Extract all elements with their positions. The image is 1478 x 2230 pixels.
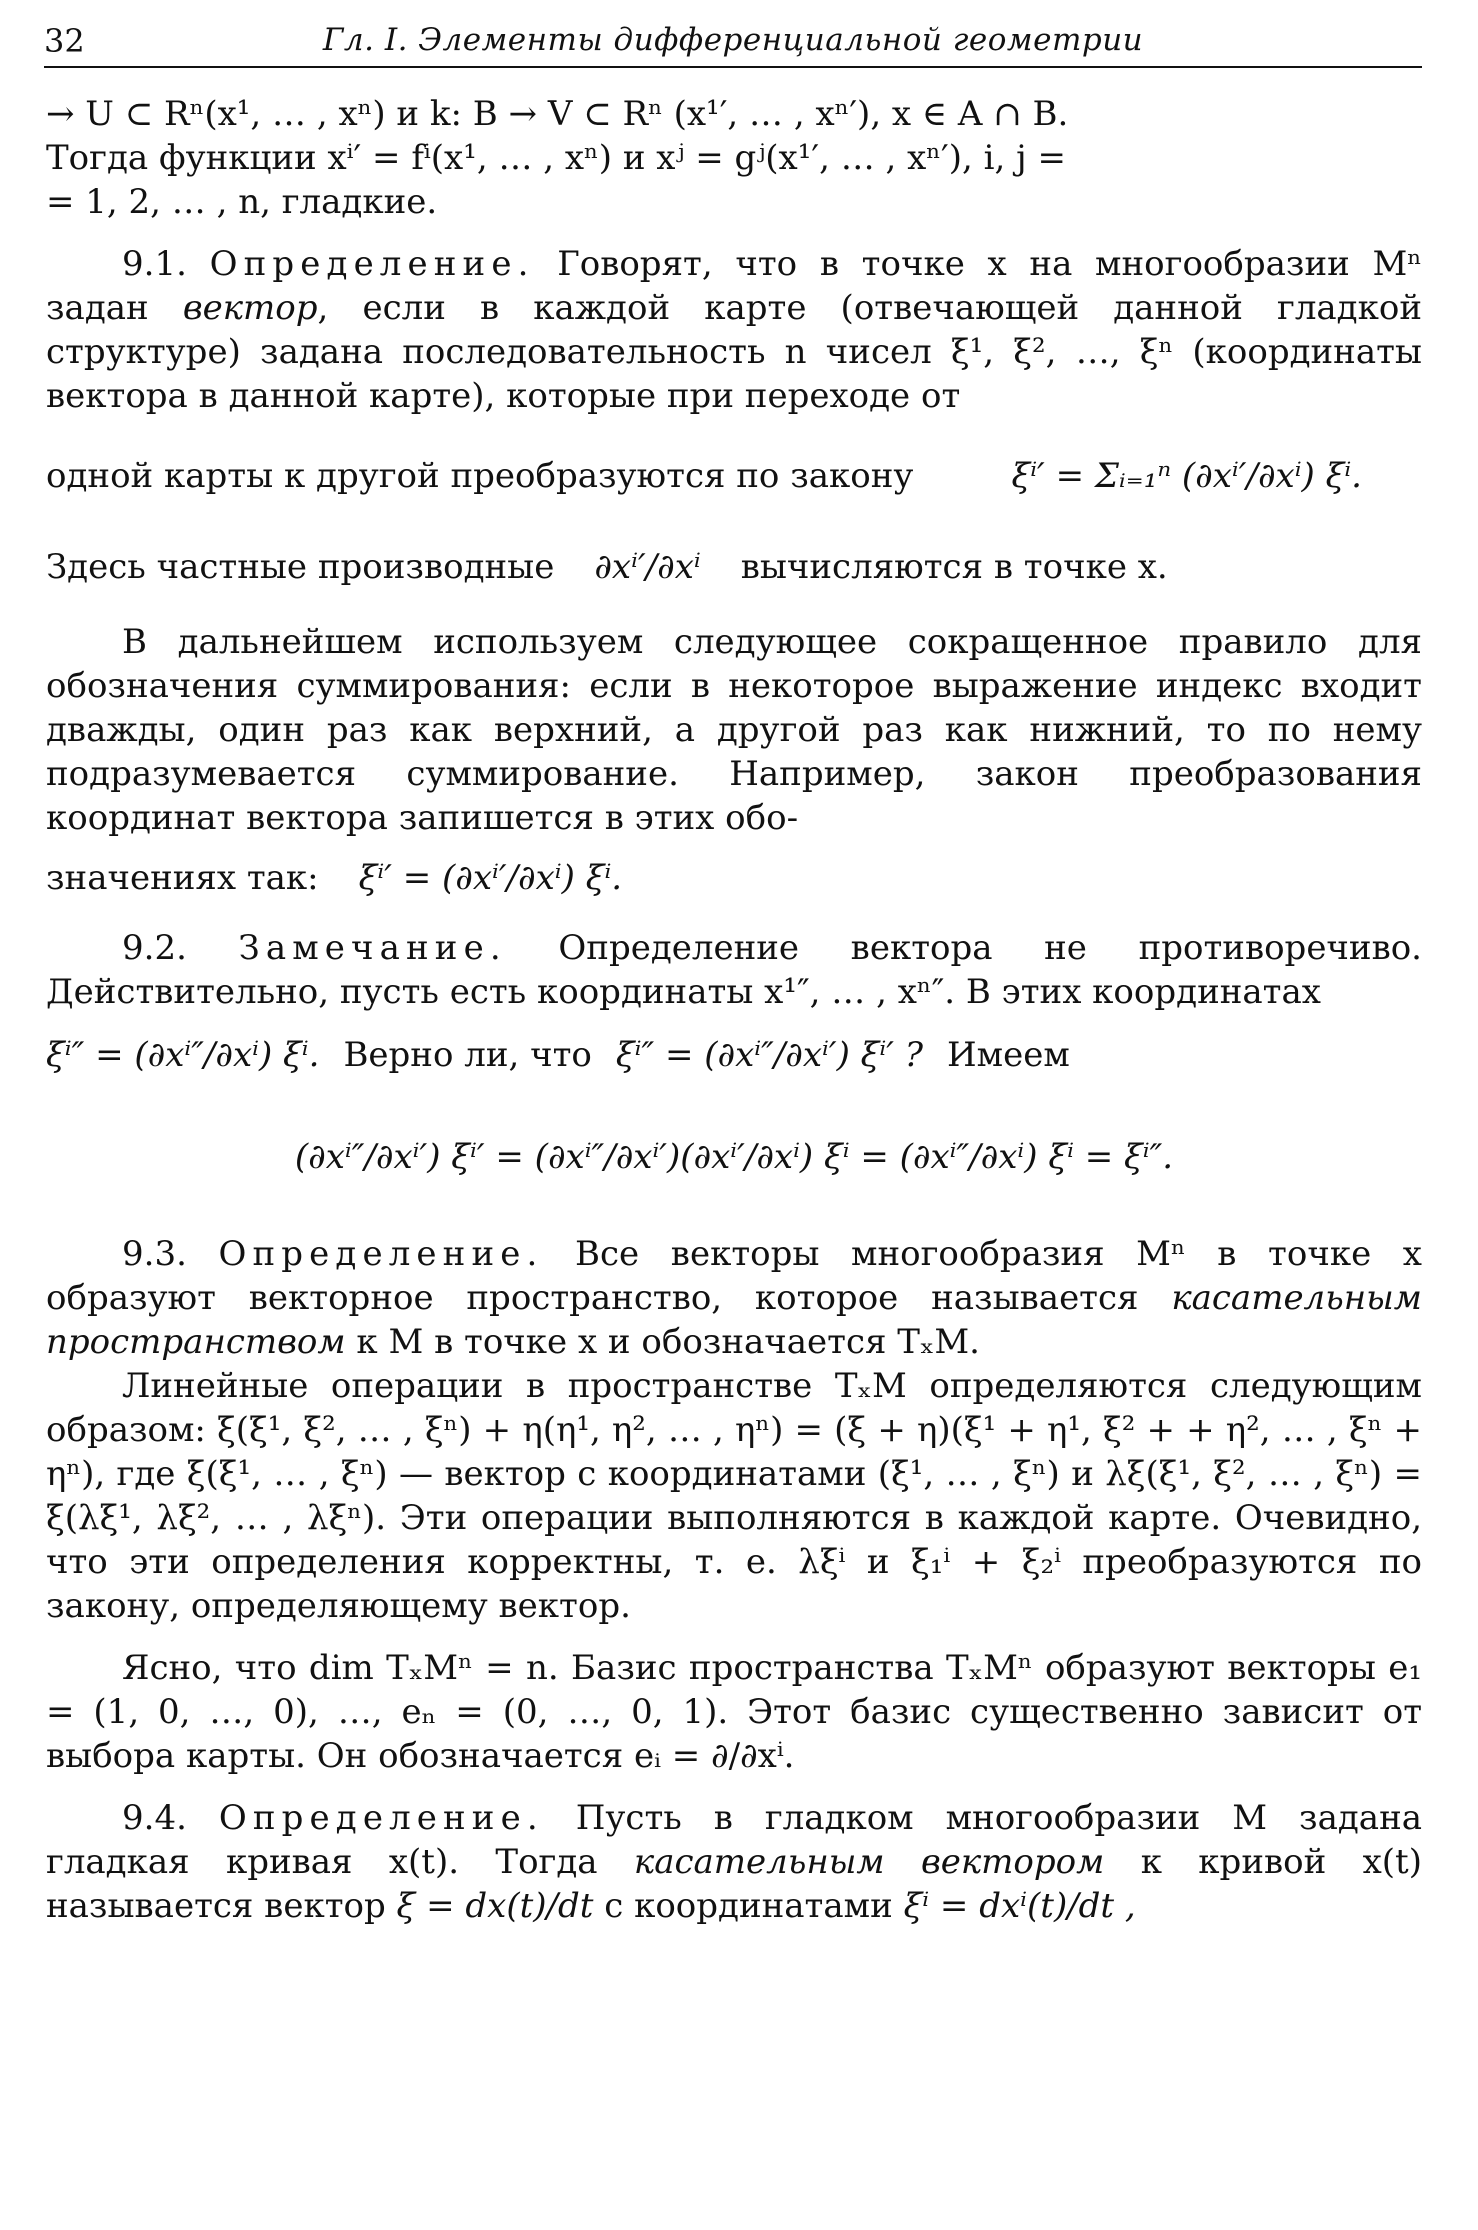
summation-convention: В дальнейшем используем следующее сокращенное правило для обозначения суммирования: если в некоторое выражение индекс входит дважды, один раз как верхний, а другой раз как нижний, то по нему подразумевается суммирование. Например, закон преобразования координат вектора запишется в этих обо- bbox=[46, 622, 1422, 838]
section-lead: Определение. bbox=[209, 244, 535, 284]
defined-term: касательным пространством bbox=[46, 1278, 1422, 1362]
basis-paragraph: Ясно, что dim TₓMⁿ = n. Базис пространства TₓMⁿ образуют векторы e₁ = (1, 0, …, 0), …, eₙ = (0, …, 0, 1). Этот базис существенно зависит от выбора карты. Он обозначается eᵢ = ∂/∂xⁱ. bbox=[46, 1648, 1422, 1776]
definition-text-cont: к кривой x(t) называется вектор bbox=[46, 1842, 1422, 1926]
definition-text: Пусть в гладком многообразии M задана гладкая кривая x(t). Тогда bbox=[46, 1798, 1423, 1882]
defined-term: вектор bbox=[182, 288, 318, 328]
section-number: 9.3. bbox=[122, 1234, 187, 1274]
definition-text-cont: , если в каждой карте (отвечающей данной гладкой структуре) задана последовательность n чисел ξ¹, ξ², …, ξⁿ (координаты вектора в данной карте), которые при переходе от bbox=[46, 288, 1422, 416]
section-number: 9.4. bbox=[122, 1798, 187, 1838]
page-header bbox=[44, 18, 1422, 68]
partial-formula: ∂xⁱ′/∂xⁱ bbox=[594, 547, 701, 587]
convention-last-text: значениях так: bbox=[46, 858, 319, 898]
remark-formula-1: ξⁱ″ = (∂xⁱ″/∂xⁱ) ξⁱ. bbox=[46, 1035, 320, 1075]
section-lead: Замечание. bbox=[238, 928, 507, 968]
remark-formula-2: ξⁱ″ = (∂xⁱ″/∂xⁱ′) ξⁱ′ ? bbox=[615, 1035, 923, 1075]
remark-have: Имеем bbox=[947, 1035, 1070, 1075]
tangent-coords-formula: ξⁱ = dxⁱ(t)/dt , bbox=[903, 1886, 1136, 1926]
tangent-vector-formula: ξ = dx(t)/dt bbox=[396, 1886, 594, 1926]
remark-text: Определение вектора не противоречиво. Действительно, пусть есть координаты x¹″, … , xⁿ″. В этих координатах bbox=[46, 928, 1422, 1012]
definition-text-cont: к M в точке x и обозначается TₓM. bbox=[345, 1322, 980, 1362]
convention-formula-line bbox=[46, 848, 1422, 908]
section-lead: Определение. bbox=[218, 1798, 544, 1838]
definition-9-3 bbox=[46, 1232, 1422, 1364]
law-formula: ξⁱ′ = Σᵢ₌₁ⁿ (∂xⁱ′/∂xⁱ) ξⁱ. bbox=[1011, 456, 1362, 496]
partial-text-after: вычисляются в точке x. bbox=[740, 547, 1168, 587]
section-number: 9.1. bbox=[122, 244, 187, 284]
definition-9-4 bbox=[46, 1796, 1422, 1928]
transformation-law-line bbox=[46, 428, 1422, 524]
law-text: одной карты к другой преобразуются по закону bbox=[46, 456, 914, 496]
remark-question: Верно ли, что bbox=[343, 1035, 592, 1075]
intro-line-1: → U ⊂ Rⁿ(x¹, … , xⁿ) и k: B → V ⊂ Rⁿ (x¹′, … , xⁿ′), x ∈ A ∩ B. bbox=[46, 94, 1069, 134]
definition-text: Говорят, что в точке x на многообразии Mⁿ задан bbox=[46, 244, 1422, 328]
remark-display-formula bbox=[46, 1112, 1422, 1202]
partial-text-before: Здесь частные производные bbox=[46, 547, 555, 587]
remark-question-line bbox=[46, 1020, 1422, 1090]
definition-9-1 bbox=[46, 242, 1422, 418]
remark-9-2 bbox=[46, 926, 1422, 1014]
intro-line-3: = 1, 2, … , n, гладкие. bbox=[46, 182, 438, 222]
definition-text: Все векторы многообразия Mⁿ в точке x образуют векторное пространство, которое называется bbox=[46, 1234, 1422, 1318]
linear-operations: Линейные операции в пространстве TₓM определяются следующим образом: ξ(ξ¹, ξ², … , ξⁿ) + η(η¹, η², … , ηⁿ) = (ξ + η)(ξ¹ + η¹, ξ² + + η², … , ξⁿ + ηⁿ), где ξ(ξ¹, … , ξⁿ) — вектор с координатами (ξ¹, … , ξⁿ) и λξ(ξ¹, ξ², … , ξⁿ) = ξ(λξ¹, λξ², … , λξⁿ). Эти операции выполняются в каждой карте. Очевидно, что эти определения корректны, т. е. λξⁱ и ξ₁ⁱ + ξ₂ⁱ преобразуются по закону, определяющему вектор. bbox=[46, 1366, 1422, 1626]
running-title: Гл. I. Элементы дифференциальной геометрии bbox=[322, 22, 1144, 58]
section-lead: Определение. bbox=[218, 1234, 544, 1274]
defined-term: касательным вектором bbox=[633, 1842, 1105, 1882]
intro-line-2: Тогда функции xⁱ′ = fⁱ(x¹, … , xⁿ) и xʲ = gʲ(x¹′, … , xⁿ′), i, j = bbox=[46, 138, 1066, 178]
page-body bbox=[46, 92, 1422, 1928]
section-number: 9.2. bbox=[122, 928, 187, 968]
chain-rule-formula: (∂xⁱ″/∂xⁱ′) ξⁱ′ = (∂xⁱ″/∂xⁱ′)(∂xⁱ′/∂xⁱ) ξⁱ = (∂xⁱ″/∂xⁱ) ξⁱ = ξⁱ″. bbox=[294, 1137, 1174, 1177]
definition-text-coords: с координатами bbox=[604, 1886, 893, 1926]
convention-formula: ξⁱ′ = (∂xⁱ′/∂xⁱ) ξⁱ. bbox=[358, 858, 623, 898]
partial-derivative-line bbox=[46, 532, 1422, 602]
page-number: 32 bbox=[44, 22, 85, 60]
